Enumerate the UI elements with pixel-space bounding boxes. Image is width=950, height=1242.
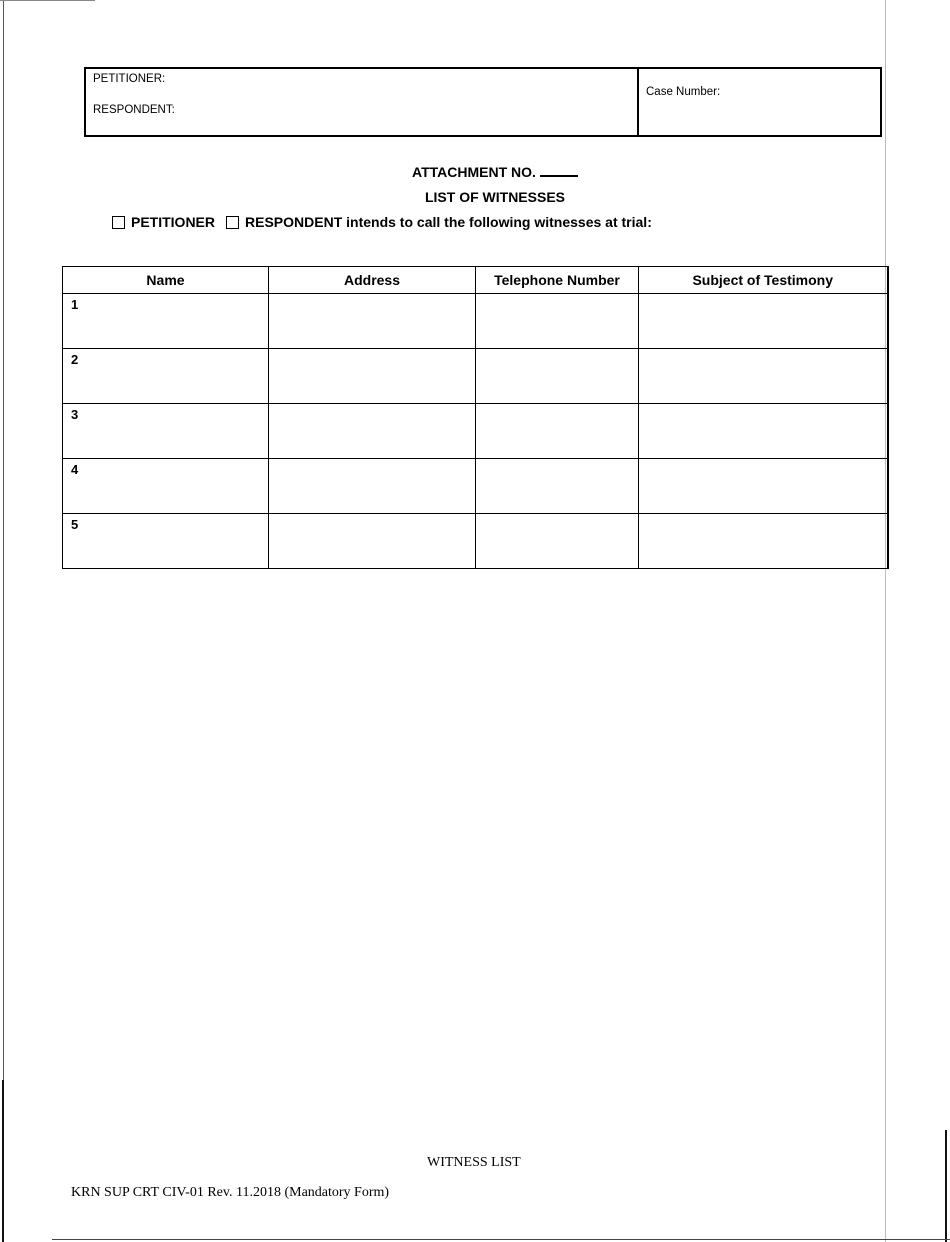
witness-table <box>62 266 889 569</box>
attachment-label: ATTACHMENT NO. <box>412 164 536 180</box>
table-header-row <box>63 267 888 294</box>
witness-name-cell[interactable]: 4 <box>63 459 269 514</box>
witness-subject-cell[interactable] <box>639 514 888 569</box>
witness-address-cell[interactable] <box>269 459 476 514</box>
page-title: LIST OF WITNESSES <box>424 189 565 205</box>
witness-subject-cell[interactable] <box>639 459 888 514</box>
witness-subject-cell[interactable] <box>639 349 888 404</box>
witness-name-cell[interactable]: 3 <box>63 404 269 459</box>
intent-statement: intends to call the following witnesses at trial: <box>346 214 652 230</box>
witness-address-cell[interactable] <box>269 514 476 569</box>
footer-title: WITNESS LIST <box>427 1155 521 1170</box>
witness-telephone-cell[interactable] <box>476 514 639 569</box>
respondent-checkbox[interactable] <box>226 216 239 229</box>
witness-address-cell[interactable] <box>269 404 476 459</box>
table-row <box>63 514 888 569</box>
petitioner-option-label: PETITIONER <box>131 214 216 230</box>
witness-name-cell[interactable]: 5 <box>63 514 269 569</box>
witness-telephone-cell[interactable] <box>476 294 639 349</box>
scan-edge-top <box>0 0 95 1</box>
column-header-name: Name <box>63 267 269 294</box>
scan-edge-right <box>885 0 886 1242</box>
case-number-cell[interactable] <box>639 69 880 135</box>
witness-subject-cell[interactable] <box>639 404 888 459</box>
respondent-option-label: RESPONDENT <box>245 214 343 230</box>
party-selection <box>112 214 652 230</box>
witness-address-cell[interactable] <box>269 349 476 404</box>
respondent-label: RESPONDENT: <box>93 104 175 116</box>
scan-edge-left <box>3 0 4 1242</box>
scan-edge-bottom <box>52 1239 950 1240</box>
witness-name-cell[interactable]: 1 <box>63 294 269 349</box>
attachment-number-field[interactable] <box>540 163 578 177</box>
witness-subject-cell[interactable] <box>639 294 888 349</box>
column-header-address: Address <box>269 267 476 294</box>
attachment-heading <box>0 163 950 180</box>
column-header-telephone: Telephone Number <box>476 267 639 294</box>
witness-telephone-cell[interactable] <box>476 349 639 404</box>
witness-telephone-cell[interactable] <box>476 459 639 514</box>
witness-name-cell[interactable]: 2 <box>63 349 269 404</box>
case-caption-box <box>84 67 882 137</box>
scan-edge-right-dark <box>945 1130 947 1242</box>
parties-cell <box>86 69 639 135</box>
table-row <box>63 459 888 514</box>
table-row <box>63 404 888 459</box>
scan-edge-left-dark <box>2 1080 4 1242</box>
petitioner-checkbox[interactable] <box>112 216 125 229</box>
column-header-subject: Subject of Testimony <box>639 267 888 294</box>
table-row <box>63 349 888 404</box>
form-identifier: KRN SUP CRT CIV-01 Rev. 11.2018 (Mandatory Form) <box>71 1185 390 1200</box>
witness-telephone-cell[interactable] <box>476 404 639 459</box>
petitioner-label: PETITIONER: <box>93 73 166 85</box>
case-number-label: Case Number: <box>646 86 721 98</box>
table-row <box>63 294 888 349</box>
witness-address-cell[interactable] <box>269 294 476 349</box>
